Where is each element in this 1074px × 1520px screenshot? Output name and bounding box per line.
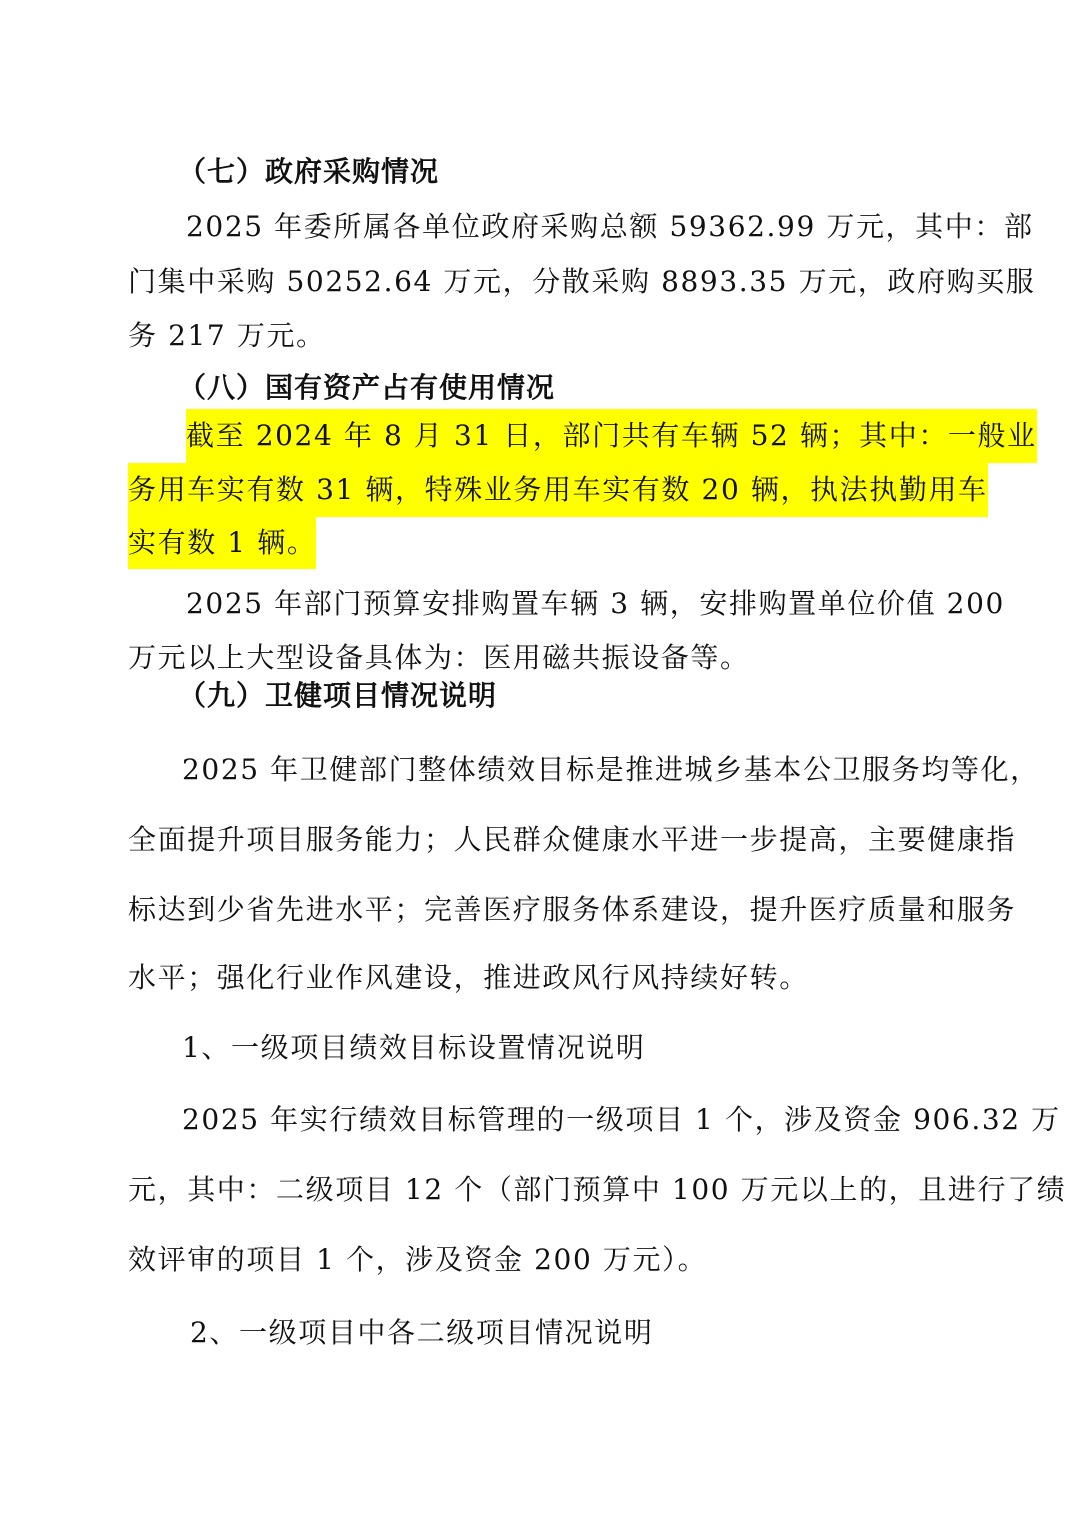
section-heading-health-projects: （九）卫健项目情况说明 xyxy=(178,679,498,712)
paragraph-line: 务 217 万元。 xyxy=(128,319,326,352)
section-heading-procurement: （七）政府采购情况 xyxy=(178,155,440,188)
highlighted-paragraph-line: 截至 2024 年 8 月 31 日，部门共有车辆 52 辆；其中：一般业 xyxy=(186,409,1037,463)
paragraph-line: 2025 年实行绩效目标管理的一级项目 1 个，涉及资金 906.32 万 xyxy=(182,1103,1061,1136)
paragraph-line: 2025 年委所属各单位政府采购总额 59362.99 万元，其中：部 xyxy=(186,210,1034,243)
paragraph-line: 标达到少省先进水平；完善医疗服务体系建设，提升医疗质量和服务 xyxy=(128,893,1017,926)
paragraph-line: 元，其中：二级项目 12 个（部门预算中 100 万元以上的，且进行了绩 xyxy=(128,1173,1067,1206)
paragraph-line: 水平；强化行业作风建设，推进政风行风持续好转。 xyxy=(128,961,809,994)
section-heading-state-assets: （八）国有资产占有使用情况 xyxy=(178,371,556,404)
paragraph-line: 效评审的项目 1 个，涉及资金 200 万元）。 xyxy=(128,1243,708,1276)
highlighted-paragraph-line: 实有数 1 辆。 xyxy=(128,517,316,569)
highlighted-paragraph-line: 务用车实有数 31 辆，特殊业务用车实有数 20 辆，执法执勤用车 xyxy=(128,463,988,517)
paragraph-line: 全面提升项目服务能力；人民群众健康水平进一步提高，主要健康指 xyxy=(128,823,1017,856)
item-title-first-level-targets: 1、一级项目绩效目标设置情况说明 xyxy=(182,1031,646,1064)
item-title-second-level-projects: 2、一级项目中各二级项目情况说明 xyxy=(190,1316,654,1349)
paragraph-line: 2025 年部门预算安排购置车辆 3 辆，安排购置单位价值 200 xyxy=(186,587,1005,620)
paragraph-line: 门集中采购 50252.64 万元，分散采购 8893.35 万元，政府购买服 xyxy=(128,265,1036,298)
paragraph-line: 2025 年卫健部门整体绩效目标是推进城乡基本公卫服务均等化， xyxy=(182,753,1040,786)
paragraph-line: 万元以上大型设备具体为：医用磁共振设备等。 xyxy=(128,641,750,674)
